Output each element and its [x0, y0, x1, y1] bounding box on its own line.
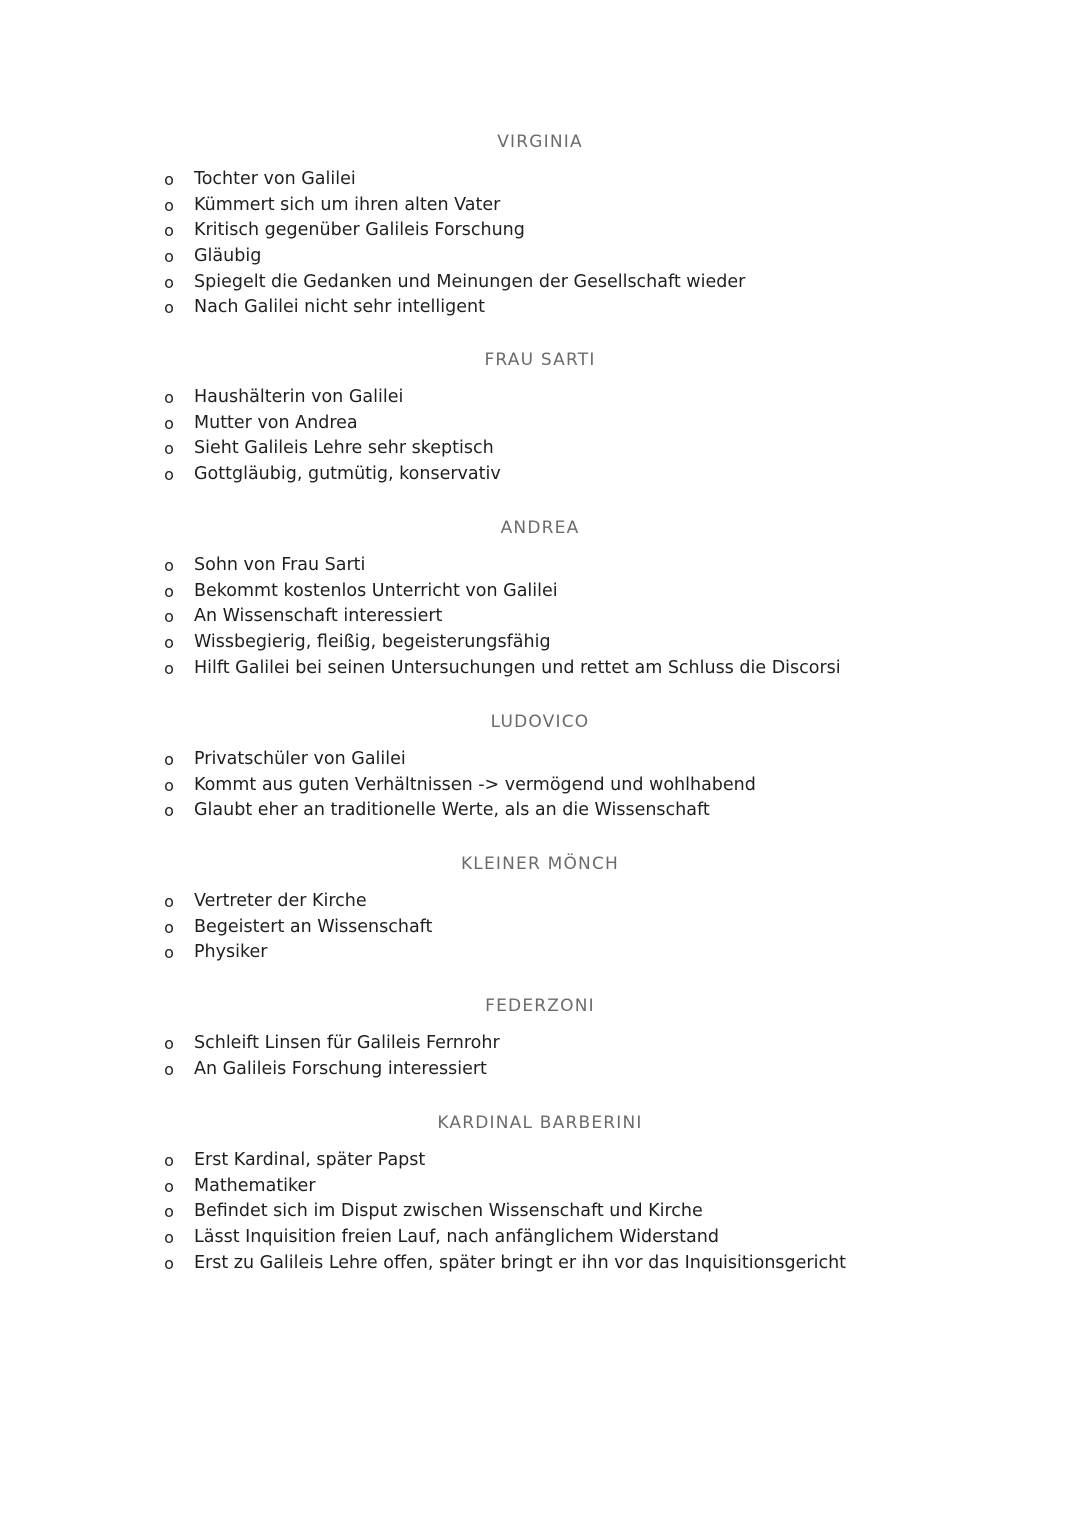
bullet-list [0, 1148, 1080, 1276]
list-item [0, 798, 1080, 824]
list-item [0, 462, 1080, 488]
section-kleiner-moench [0, 852, 1080, 966]
bullet-icon: o [164, 1151, 174, 1170]
list-item [0, 940, 1080, 966]
list-item [0, 295, 1080, 321]
bullet-icon: o [164, 465, 174, 485]
bullet-list [0, 889, 1080, 966]
bullet-icon: o [164, 633, 174, 653]
list-item-text: Sohn von Frau Sarti [194, 555, 366, 575]
list-item [0, 656, 1080, 682]
bullet-icon: o [164, 556, 174, 575]
list-item [0, 1174, 1080, 1200]
list-item [0, 889, 1080, 915]
list-item-text: An Wissenschaft interessiert [194, 606, 443, 627]
section-heading: ANDREA [500, 518, 580, 538]
list-item-text: Begeistert an Wissenschaft [194, 916, 433, 937]
bullet-icon: o [164, 272, 174, 292]
list-item [0, 436, 1080, 462]
list-item [0, 1199, 1080, 1225]
bullet-icon: o [164, 221, 174, 241]
section-andrea [0, 516, 1080, 681]
list-item-text: Mathematiker [194, 1175, 316, 1196]
list-item [0, 244, 1080, 270]
section-federzoni [0, 994, 1080, 1082]
list-item [0, 1225, 1080, 1251]
list-item [0, 579, 1080, 605]
list-item-text: Wissbegierig, fleißig, begeisterungsfähig [194, 632, 551, 653]
section-kardinal-barberini [0, 1111, 1080, 1276]
list-item-text: Sieht Galileis Lehre sehr skeptisch [194, 438, 494, 459]
list-item-text: Haushälterin von Galilei [194, 387, 404, 407]
list-item-text: Mutter von Andrea [194, 412, 358, 433]
list-item [0, 167, 1080, 193]
bullet-list [0, 167, 1080, 321]
list-item [0, 604, 1080, 630]
section-heading: LUDOVICO [490, 712, 590, 732]
section-heading: KARDINAL BARBERINI [437, 1113, 643, 1133]
bullet-icon: o [164, 1228, 174, 1248]
list-item-text: Spiegelt die Gedanken und Meinungen der Gesellschaft wieder [194, 271, 746, 292]
list-item-text: Glaubt eher an traditionelle Werte, als an die Wissenschaft [194, 800, 710, 821]
list-item-text: Gottgläubig, gutmütig, konservativ [194, 464, 501, 485]
section-heading: KLEINER MÖNCH [460, 854, 620, 874]
list-item-text: Physiker [194, 942, 268, 963]
section-virginia [0, 130, 1080, 321]
list-item [0, 193, 1080, 219]
section-frau-sarti [0, 348, 1080, 488]
list-item [0, 773, 1080, 799]
bullet-icon: o [164, 581, 174, 601]
bullet-icon: o [164, 775, 174, 795]
bullet-icon: o [164, 1059, 174, 1079]
list-item-text: Hilft Galilei bei seinen Untersuchungen und rettet am Schluss die Discorsi [194, 657, 841, 678]
bullet-icon: o [164, 607, 174, 627]
section-heading: FEDERZONI [485, 996, 595, 1016]
section-heading: FRAU SARTI [484, 350, 596, 370]
bullet-icon: o [164, 1034, 174, 1053]
bullet-icon: o [164, 943, 174, 963]
bullet-icon: o [164, 247, 174, 267]
list-item-text: Schleift Linsen für Galileis Fernrohr [194, 1033, 500, 1053]
list-item [0, 747, 1080, 773]
bullet-list [0, 747, 1080, 824]
bullet-icon: o [164, 388, 174, 407]
list-item-text: Privatschüler von Galilei [194, 749, 406, 769]
list-item [0, 385, 1080, 411]
list-item-text: Kommt aus guten Verhältnissen -> vermögend und wohlhabend [194, 774, 756, 795]
bullet-icon: o [164, 892, 174, 911]
list-item-text: Kümmert sich um ihren alten Vater [194, 194, 501, 215]
list-item [0, 1251, 1080, 1277]
list-item-text: Kritisch gegenüber Galileis Forschung [194, 220, 525, 241]
bullet-list [0, 553, 1080, 681]
bullet-icon: o [164, 750, 174, 769]
bullet-icon: o [164, 1176, 174, 1196]
list-item-text: An Galileis Forschung interessiert [194, 1058, 487, 1079]
list-item [0, 1148, 1080, 1174]
list-item-text: Erst Kardinal, später Papst [194, 1150, 426, 1170]
section-ludovico [0, 710, 1080, 824]
list-item [0, 270, 1080, 296]
list-item-text: Bekommt kostenlos Unterricht von Galilei [194, 580, 558, 601]
list-item-text: Vertreter der Kirche [194, 891, 367, 911]
bullet-icon: o [164, 413, 174, 433]
bullet-icon: o [164, 917, 174, 937]
list-item-text: Lässt Inquisition freien Lauf, nach anfänglichem Widerstand [194, 1227, 719, 1248]
bullet-icon: o [164, 658, 174, 678]
bullet-list [0, 1031, 1080, 1082]
bullet-icon: o [164, 1253, 174, 1273]
bullet-icon: o [164, 298, 174, 318]
list-item [0, 630, 1080, 656]
bullet-icon: o [164, 801, 174, 821]
list-item-text: Befindet sich im Disput zwischen Wissenschaft und Kirche [194, 1201, 703, 1222]
list-item-text: Erst zu Galileis Lehre offen, später bringt er ihn vor das Inquisitionsgericht [194, 1252, 847, 1273]
list-item [0, 218, 1080, 244]
section-heading: VIRGINIA [497, 132, 583, 152]
list-item [0, 1031, 1080, 1057]
bullet-icon: o [164, 195, 174, 215]
list-item [0, 915, 1080, 941]
list-item-text: Gläubig [194, 246, 262, 267]
bullet-icon: o [164, 170, 174, 189]
list-item [0, 553, 1080, 579]
list-item-text: Tochter von Galilei [194, 169, 356, 189]
list-item [0, 1057, 1080, 1083]
bullet-list [0, 385, 1080, 488]
bullet-icon: o [164, 1202, 174, 1222]
list-item [0, 411, 1080, 437]
list-item-text: Nach Galilei nicht sehr intelligent [194, 297, 485, 318]
bullet-icon: o [164, 439, 174, 459]
